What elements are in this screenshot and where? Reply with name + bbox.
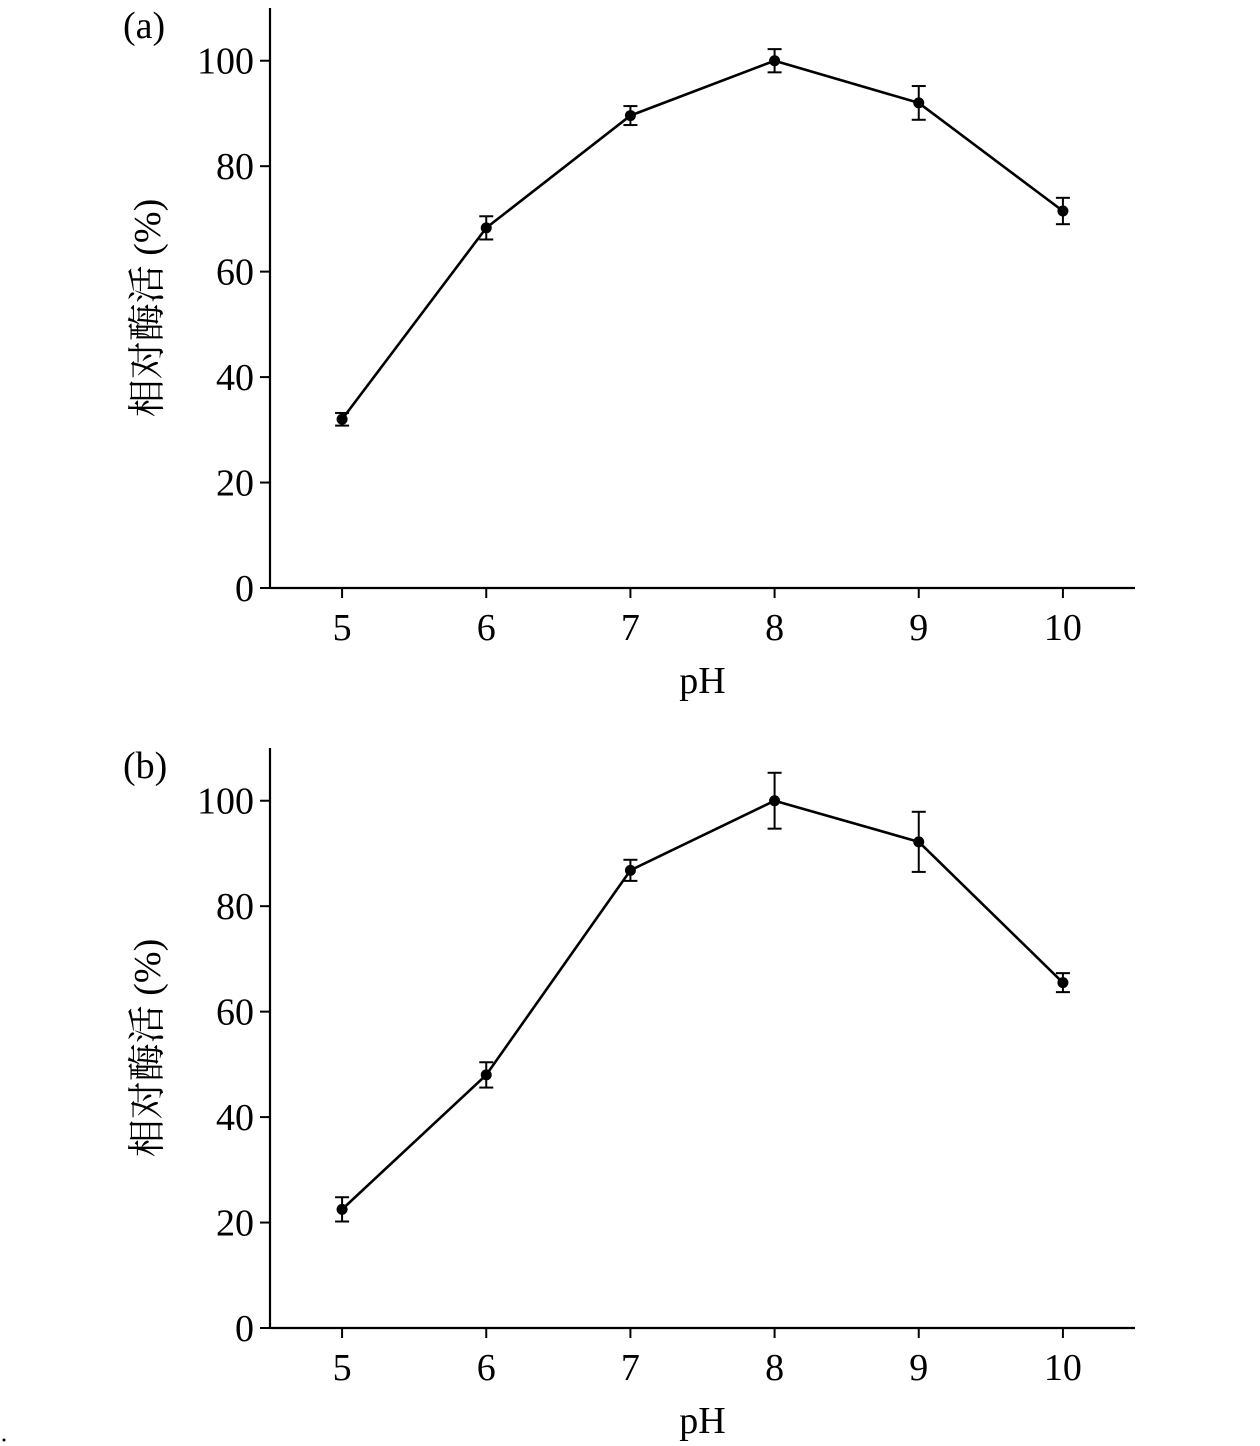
y-tick-label: 60 — [216, 251, 254, 294]
x-tick-label: 10 — [1043, 1347, 1082, 1389]
y-tick-label: 20 — [216, 462, 254, 505]
y-tick-label: 40 — [216, 1097, 254, 1140]
y-tick-label: 0 — [235, 1308, 254, 1350]
stray-mark — [3, 1439, 6, 1442]
data-point — [481, 222, 492, 233]
x-tick-label: 10 — [1043, 607, 1082, 649]
data-point — [769, 795, 780, 806]
data-point — [913, 836, 924, 847]
x-tick-label: 8 — [765, 1347, 785, 1389]
y-axis-title: 相对酶活 (%) — [127, 198, 169, 418]
panel-label: (b) — [123, 745, 168, 787]
data-point — [625, 865, 636, 876]
y-axis-title: 相对酶活 (%) — [127, 938, 169, 1158]
x-tick-label: 6 — [476, 607, 496, 649]
x-axis-title: pH — [679, 1400, 726, 1442]
x-tick-label: 9 — [909, 1347, 929, 1389]
data-point — [625, 110, 636, 121]
data-point — [481, 1069, 492, 1080]
y-tick-label: 60 — [216, 991, 254, 1034]
data-point — [913, 97, 924, 108]
y-tick-label: 0 — [235, 568, 254, 610]
x-tick-label: 7 — [620, 607, 640, 649]
x-axis-title: pH — [679, 660, 726, 702]
x-tick-label: 5 — [332, 1347, 352, 1389]
x-tick-label: 9 — [909, 607, 929, 649]
y-tick-label: 40 — [216, 357, 254, 400]
y-tick-label: 100 — [197, 40, 254, 83]
y-tick-label: 20 — [216, 1202, 254, 1245]
data-point — [337, 414, 348, 425]
series-line — [342, 61, 1063, 420]
data-point — [1057, 977, 1068, 988]
x-tick-label: 8 — [765, 607, 785, 649]
x-tick-label: 7 — [620, 1347, 640, 1389]
y-tick-label: 80 — [216, 886, 254, 929]
chart-panel-1 — [123, 5, 1135, 702]
chart-panel-2 — [123, 745, 1135, 1442]
y-tick-label: 100 — [197, 780, 254, 823]
y-tick-label: 80 — [216, 146, 254, 189]
data-point — [769, 55, 780, 66]
x-tick-label: 6 — [476, 1347, 496, 1389]
data-point — [1057, 206, 1068, 217]
data-point — [337, 1204, 348, 1215]
panel-label: (a) — [123, 5, 166, 47]
x-tick-label: 5 — [332, 607, 352, 649]
series-line — [342, 801, 1063, 1210]
